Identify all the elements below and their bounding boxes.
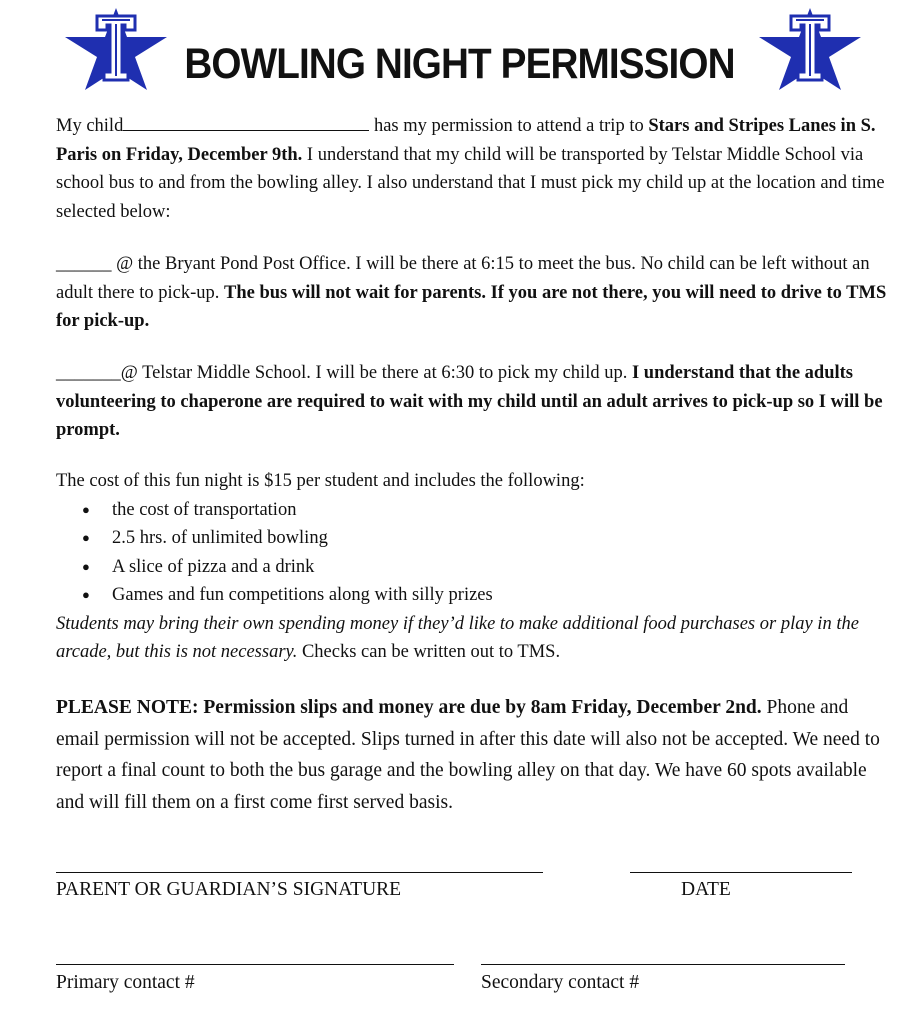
child-name-field[interactable] <box>123 112 369 131</box>
primary-contact-label: Primary contact # <box>56 972 195 993</box>
primary-contact-line[interactable] <box>56 964 454 965</box>
pickup-option-school <box>56 359 896 445</box>
intro-text: My child <box>56 116 124 136</box>
page-title: BOWLING NIGHT PERMISSION <box>184 40 735 88</box>
intro-text: I understand that my child will be transported by Telstar Middle School via school bus to and from the bowling alley. I also understand that I must pick my child up at the location and time selected below: <box>56 144 885 222</box>
list-item: ● the cost of transportation <box>112 496 896 525</box>
option2-warning: I understand that the adults volunteering to chaperone are required to wait with my child until an adult arrives to pick-up so I will be prompt. <box>56 363 883 440</box>
cost-intro: The cost of this fun night is $15 per student and includes the following: <box>56 471 585 491</box>
intro-text: has my permission to attend a trip to <box>369 116 649 136</box>
list-item: ● Games and fun competitions along with silly prizes <box>112 581 896 610</box>
pickup-option-post-office <box>56 250 896 336</box>
checks-note: Checks can be written out to TMS. <box>297 642 561 662</box>
secondary-contact-line[interactable] <box>481 964 845 965</box>
deadline-details: Phone and email permission will not be accepted. Slips turned in after this date will also not be accepted. We need to report a final count to both the bus garage and the bowling alley on that day. We have 60 spots available and will fill them on a first come first served basis. <box>56 697 880 813</box>
trip-details: Stars and Stripes Lanes in S. Paris on Friday, December 9th. <box>56 116 876 165</box>
list-item: ● 2.5 hrs. of unlimited bowling <box>112 524 896 553</box>
option1-checkbox-blank[interactable]: ______ <box>56 254 112 274</box>
parent-signature-label: PARENT OR GUARDIAN’S SIGNATURE <box>56 879 402 900</box>
intro-paragraph <box>56 112 896 226</box>
deadline-text: PLEASE NOTE: Permission slips and money are due by 8am Friday, December 2nd. <box>56 697 762 718</box>
cost-section <box>56 467 896 667</box>
list-item: ● A slice of pizza and a drink <box>112 553 896 582</box>
option2-checkbox-blank[interactable]: _______ <box>56 363 121 383</box>
cost-list <box>56 496 896 610</box>
secondary-contact-label: Secondary contact # <box>481 972 640 993</box>
option1-warning: The bus will not wait for parents. If you are not there, you will need to drive to TMS for pick-up. <box>56 282 887 331</box>
parent-signature-line[interactable] <box>56 872 543 873</box>
option1-text: @ the Bryant Pond Post Office. I will be there at 6:15 to meet the bus. No child can be left without an adult there to pick-up. <box>56 254 870 303</box>
option2-text: @ Telstar Middle School. I will be there at 6:30 to pick my child up. <box>120 363 632 383</box>
date-label: DATE <box>681 879 731 900</box>
deadline-note <box>56 692 896 818</box>
spending-money-note: Students may bring their own spending money if they’d like to make additional food purchases or play in the arcade, but this is not necessary. <box>56 613 859 662</box>
date-line[interactable] <box>630 872 852 873</box>
